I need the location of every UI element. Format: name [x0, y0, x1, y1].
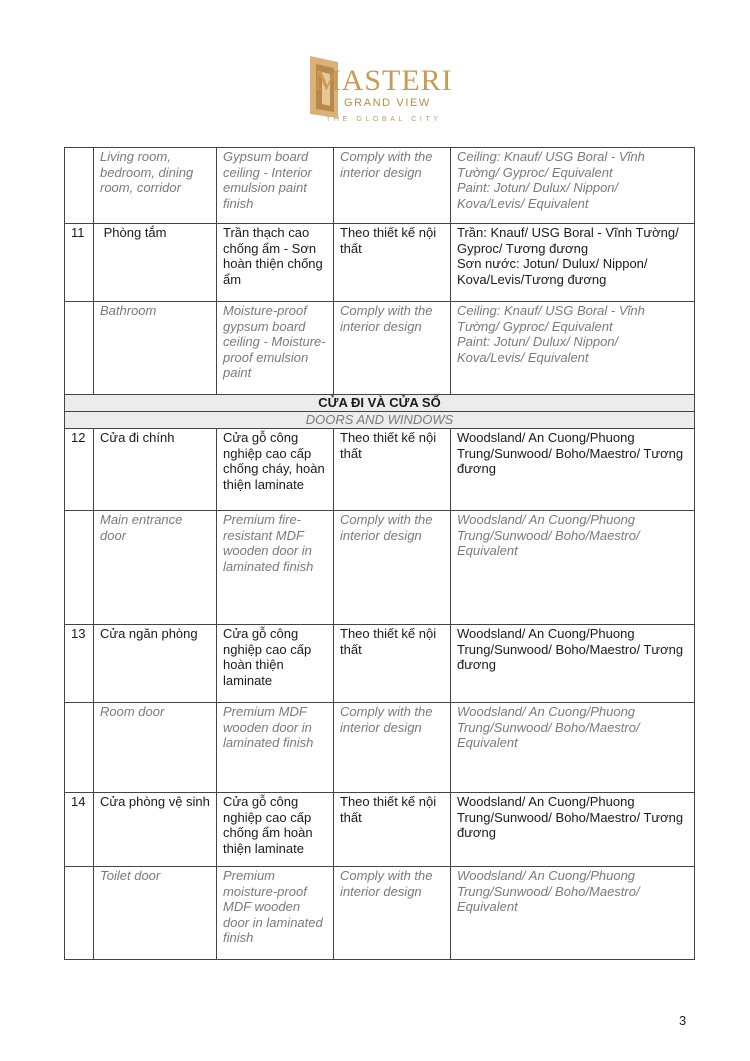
table-row — [65, 148, 695, 224]
row-number: 11 — [65, 224, 94, 302]
section-title-en: DOORS AND WINDOWS — [65, 412, 695, 429]
logo-tagline: THE GLOBAL CITY — [326, 116, 442, 123]
material-spec: Premium fire-resistant MDF wooden door in laminated finish — [217, 511, 334, 625]
row-number — [65, 703, 94, 793]
row-number — [65, 302, 94, 395]
design-note: Theo thiết kế nội thất — [334, 793, 451, 867]
brand-list: Woodsland/ An Cuong/Phuong Trung/Sunwood/ Boho/Maestro/ Tương đương — [451, 793, 695, 867]
material-spec: Premium MDF wooden door in laminated finish — [217, 703, 334, 793]
table-row — [65, 703, 695, 793]
material-spec: Moisture-proof gypsum board ceiling - Moisture-proof emulsion paint — [217, 302, 334, 395]
logo-subtitle: GRAND VIEW — [344, 97, 431, 109]
row-number — [65, 148, 94, 224]
design-note: Comply with the interior design — [334, 148, 451, 224]
item-name: Toilet door — [94, 867, 217, 960]
logo-brand-name: MASTERI — [314, 64, 453, 97]
row-number — [65, 867, 94, 960]
section-header — [65, 395, 695, 412]
row-number: 12 — [65, 429, 94, 511]
section-title-vi: CỬA ĐI VÀ CỬA SỔ — [65, 395, 695, 412]
design-note: Comply with the interior design — [334, 703, 451, 793]
item-name: Bathroom — [94, 302, 217, 395]
material-spec: Cửa gỗ công nghiệp cao cấp chống ẩm hoàn thiện laminate — [217, 793, 334, 867]
brand-list: Woodsland/ An Cuong/Phuong Trung/Sunwood/ Boho/Maestro/ Equivalent — [451, 867, 695, 960]
material-spec: Gypsum board ceiling - Interior emulsion paint finish — [217, 148, 334, 224]
item-name: Room door — [94, 703, 217, 793]
material-spec: Cửa gỗ công nghiệp cao cấp chống cháy, hoàn thiện laminate — [217, 429, 334, 511]
table-row — [65, 429, 695, 511]
brand-list: Woodsland/ An Cuong/Phuong Trung/Sunwood/ Boho/Maestro/ Tương đương — [451, 429, 695, 511]
brand-list: Woodsland/ An Cuong/Phuong Trung/Sunwood/ Boho/Maestro/ Equivalent — [451, 511, 695, 625]
item-name: Phòng tắm — [94, 224, 217, 302]
brand-list: Trần: Knauf/ USG Boral - Vĩnh Tường/ Gyproc/ Tương đương Sơn nước: Jotun/ Dulux/ Nippon/ Kova/Levis/Tương đương — [451, 224, 695, 302]
brand-list: Woodsland/ An Cuong/Phuong Trung/Sunwood/ Boho/Maestro/ Tương đương — [451, 625, 695, 703]
table-row — [65, 511, 695, 625]
material-spec: Premium moisture-proof MDF wooden door in laminated finish — [217, 867, 334, 960]
design-note: Comply with the interior design — [334, 511, 451, 625]
table-row — [65, 625, 695, 703]
design-note: Theo thiết kế nội thất — [334, 429, 451, 511]
material-spec: Cửa gỗ công nghiệp cao cấp hoàn thiện laminate — [217, 625, 334, 703]
item-name: Main entrance door — [94, 511, 217, 625]
brand-list: Ceiling: Knauf/ USG Boral - Vĩnh Tường/ Gyproc/ Equivalent Paint: Jotun/ Dulux/ Nippon/ Kova/Levis/ Equivalent — [451, 148, 695, 224]
row-number — [65, 511, 94, 625]
design-note: Theo thiết kế nội thất — [334, 625, 451, 703]
brand-list: Ceiling: Knauf/ USG Boral - Vĩnh Tường/ Gyproc/ Equivalent Paint: Jotun/ Dulux/ Nippon/ Kova/Levis/ Equivalent — [451, 302, 695, 395]
table-row — [65, 302, 695, 395]
specification-table — [64, 147, 695, 960]
design-note: Comply with the interior design — [334, 867, 451, 960]
item-name: Living room, bedroom, dining room, corridor — [94, 148, 217, 224]
masteri-logo — [300, 50, 470, 134]
design-note: Comply with the interior design — [334, 302, 451, 395]
table-row — [65, 867, 695, 960]
row-number: 14 — [65, 793, 94, 867]
item-name: Cửa phòng vệ sinh — [94, 793, 217, 867]
item-name: Cửa đi chính — [94, 429, 217, 511]
material-spec: Trần thạch cao chống ẩm - Sơn hoàn thiện chống ẩm — [217, 224, 334, 302]
row-number: 13 — [65, 625, 94, 703]
table-row — [65, 793, 695, 867]
design-note: Theo thiết kế nội thất — [334, 224, 451, 302]
brand-list: Woodsland/ An Cuong/Phuong Trung/Sunwood/ Boho/Maestro/ Equivalent — [451, 703, 695, 793]
item-name: Cửa ngăn phòng — [94, 625, 217, 703]
section-header-en — [65, 412, 695, 429]
page-number: 3 — [679, 1013, 687, 1028]
table-row — [65, 224, 695, 302]
